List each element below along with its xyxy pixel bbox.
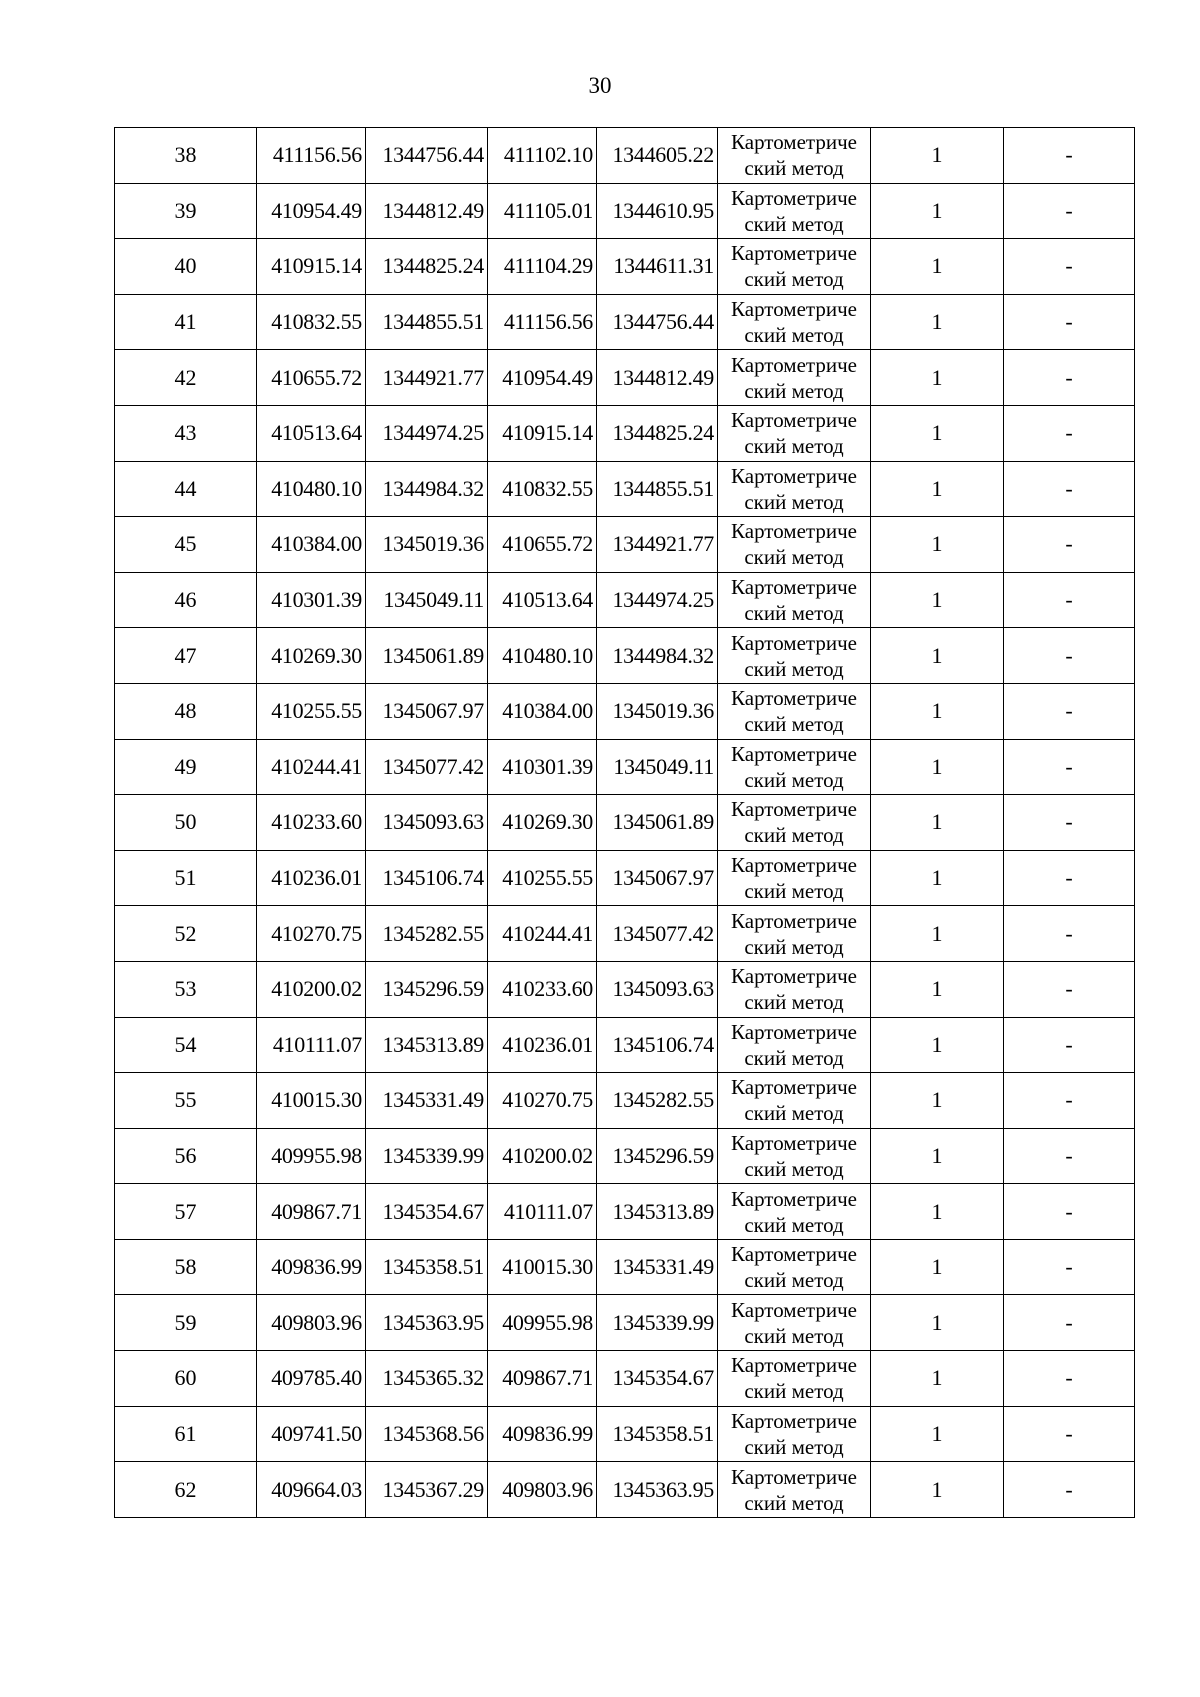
note-cell: - xyxy=(1004,1073,1135,1129)
y1-cell: 1344974.25 xyxy=(366,405,488,461)
table-row xyxy=(115,350,1135,406)
x2-cell: 411156.56 xyxy=(488,294,597,350)
x1-cell: 409785.40 xyxy=(257,1351,366,1407)
x2-cell: 410832.55 xyxy=(488,461,597,517)
point-number-cell: 45 xyxy=(115,517,257,573)
method-cell xyxy=(718,1073,871,1129)
x1-cell: 410915.14 xyxy=(257,239,366,295)
method-cell xyxy=(718,739,871,795)
note-cell: - xyxy=(1004,1128,1135,1184)
x2-cell: 410255.55 xyxy=(488,850,597,906)
x2-cell: 410384.00 xyxy=(488,683,597,739)
x1-cell: 410655.72 xyxy=(257,350,366,406)
point-number-cell: 62 xyxy=(115,1462,257,1518)
y1-cell: 1345339.99 xyxy=(366,1128,488,1184)
x2-cell: 409955.98 xyxy=(488,1295,597,1351)
y1-cell: 1344984.32 xyxy=(366,461,488,517)
table-row xyxy=(115,405,1135,461)
y1-cell: 1345363.95 xyxy=(366,1295,488,1351)
table-body xyxy=(115,128,1135,1518)
table-row xyxy=(115,1184,1135,1240)
y1-cell: 1345077.42 xyxy=(366,739,488,795)
method-line-2: ский метод xyxy=(744,767,844,792)
y2-cell: 1345106.74 xyxy=(597,1017,718,1073)
y1-cell: 1345367.29 xyxy=(366,1462,488,1518)
method-line-1: Картометриче xyxy=(731,1186,857,1211)
y1-cell: 1345106.74 xyxy=(366,850,488,906)
accuracy-cell: 1 xyxy=(871,961,1004,1017)
x2-cell: 410233.60 xyxy=(488,961,597,1017)
method-cell xyxy=(718,906,871,962)
method-cell xyxy=(718,350,871,406)
method-line-1: Картометриче xyxy=(731,241,857,266)
point-number-cell: 56 xyxy=(115,1128,257,1184)
method-line-1: Картометриче xyxy=(731,1242,857,1267)
method-line-2: ский метод xyxy=(744,823,844,848)
y2-cell: 1345049.11 xyxy=(597,739,718,795)
table-row xyxy=(115,683,1135,739)
method-cell xyxy=(718,1295,871,1351)
method-line-2: ский метод xyxy=(744,1101,844,1126)
table-row xyxy=(115,795,1135,851)
method-line-2: ский метод xyxy=(744,1268,844,1293)
x2-cell: 410480.10 xyxy=(488,628,597,684)
y1-cell: 1344812.49 xyxy=(366,183,488,239)
x2-cell: 411105.01 xyxy=(488,183,597,239)
y2-cell: 1345061.89 xyxy=(597,795,718,851)
method-line-1: Картометриче xyxy=(731,1130,857,1155)
point-number-cell: 61 xyxy=(115,1406,257,1462)
point-number-cell: 58 xyxy=(115,1239,257,1295)
method-line-1: Картометриче xyxy=(731,352,857,377)
point-number-cell: 54 xyxy=(115,1017,257,1073)
point-number-cell: 47 xyxy=(115,628,257,684)
method-line-1: Картометриче xyxy=(731,1075,857,1100)
method-line-2: ский метод xyxy=(744,712,844,737)
x2-cell: 410915.14 xyxy=(488,405,597,461)
y2-cell: 1344611.31 xyxy=(597,239,718,295)
note-cell: - xyxy=(1004,350,1135,406)
note-cell: - xyxy=(1004,517,1135,573)
table-row xyxy=(115,628,1135,684)
accuracy-cell: 1 xyxy=(871,1128,1004,1184)
x1-cell: 411156.56 xyxy=(257,128,366,184)
accuracy-cell: 1 xyxy=(871,1462,1004,1518)
table-row xyxy=(115,1406,1135,1462)
x1-cell: 410301.39 xyxy=(257,572,366,628)
point-number-cell: 44 xyxy=(115,461,257,517)
table-row xyxy=(115,183,1135,239)
note-cell: - xyxy=(1004,683,1135,739)
table-row xyxy=(115,850,1135,906)
y2-cell: 1345331.49 xyxy=(597,1239,718,1295)
note-cell: - xyxy=(1004,961,1135,1017)
method-cell xyxy=(718,683,871,739)
y2-cell: 1344812.49 xyxy=(597,350,718,406)
x2-cell: 410015.30 xyxy=(488,1239,597,1295)
coordinates-table xyxy=(114,127,1135,1518)
method-line-1: Картометриче xyxy=(731,797,857,822)
method-cell xyxy=(718,1184,871,1240)
x1-cell: 409664.03 xyxy=(257,1462,366,1518)
x2-cell: 410513.64 xyxy=(488,572,597,628)
note-cell: - xyxy=(1004,795,1135,851)
method-line-1: Картометриче xyxy=(731,1408,857,1433)
table-row xyxy=(115,1295,1135,1351)
note-cell: - xyxy=(1004,183,1135,239)
table-row xyxy=(115,1462,1135,1518)
page-number: 30 xyxy=(588,73,612,98)
point-number-cell: 51 xyxy=(115,850,257,906)
x1-cell: 409803.96 xyxy=(257,1295,366,1351)
method-line-2: ский метод xyxy=(744,990,844,1015)
method-cell xyxy=(718,850,871,906)
method-line-1: Картометриче xyxy=(731,297,857,322)
y2-cell: 1344974.25 xyxy=(597,572,718,628)
x1-cell: 410270.75 xyxy=(257,906,366,962)
method-line-1: Картометриче xyxy=(731,686,857,711)
method-line-2: ский метод xyxy=(744,879,844,904)
x1-cell: 409867.71 xyxy=(257,1184,366,1240)
x1-cell: 410111.07 xyxy=(257,1017,366,1073)
method-cell xyxy=(718,1462,871,1518)
y2-cell: 1345067.97 xyxy=(597,850,718,906)
method-line-2: ский метод xyxy=(744,545,844,570)
method-line-2: ский метод xyxy=(744,934,844,959)
y2-cell: 1345282.55 xyxy=(597,1073,718,1129)
method-line-2: ский метод xyxy=(744,378,844,403)
table-row xyxy=(115,572,1135,628)
method-cell xyxy=(718,183,871,239)
point-number-cell: 59 xyxy=(115,1295,257,1351)
note-cell: - xyxy=(1004,1239,1135,1295)
y2-cell: 1345358.51 xyxy=(597,1406,718,1462)
y1-cell: 1345313.89 xyxy=(366,1017,488,1073)
y1-cell: 1345019.36 xyxy=(366,517,488,573)
note-cell: - xyxy=(1004,405,1135,461)
table-row xyxy=(115,961,1135,1017)
note-cell: - xyxy=(1004,1184,1135,1240)
y1-cell: 1345061.89 xyxy=(366,628,488,684)
y2-cell: 1345077.42 xyxy=(597,906,718,962)
method-cell xyxy=(718,461,871,517)
table-row xyxy=(115,1128,1135,1184)
y2-cell: 1345296.59 xyxy=(597,1128,718,1184)
y1-cell: 1345368.56 xyxy=(366,1406,488,1462)
method-line-1: Картометриче xyxy=(731,853,857,878)
x2-cell: 409803.96 xyxy=(488,1462,597,1518)
method-cell xyxy=(718,961,871,1017)
method-line-2: ский метод xyxy=(744,323,844,348)
table-row xyxy=(115,906,1135,962)
point-number-cell: 40 xyxy=(115,239,257,295)
note-cell: - xyxy=(1004,128,1135,184)
accuracy-cell: 1 xyxy=(871,795,1004,851)
y2-cell: 1345313.89 xyxy=(597,1184,718,1240)
table-row xyxy=(115,239,1135,295)
accuracy-cell: 1 xyxy=(871,850,1004,906)
accuracy-cell: 1 xyxy=(871,1184,1004,1240)
accuracy-cell: 1 xyxy=(871,239,1004,295)
x2-cell: 410270.75 xyxy=(488,1073,597,1129)
note-cell: - xyxy=(1004,1462,1135,1518)
x2-cell: 409867.71 xyxy=(488,1351,597,1407)
table-row xyxy=(115,461,1135,517)
table-row xyxy=(115,1351,1135,1407)
method-cell xyxy=(718,128,871,184)
y1-cell: 1345331.49 xyxy=(366,1073,488,1129)
note-cell: - xyxy=(1004,1406,1135,1462)
y1-cell: 1345354.67 xyxy=(366,1184,488,1240)
y2-cell: 1344921.77 xyxy=(597,517,718,573)
method-line-1: Картометриче xyxy=(731,1464,857,1489)
method-line-1: Картометриче xyxy=(731,185,857,210)
y2-cell: 1344610.95 xyxy=(597,183,718,239)
x1-cell: 410236.01 xyxy=(257,850,366,906)
point-number-cell: 38 xyxy=(115,128,257,184)
x2-cell: 409836.99 xyxy=(488,1406,597,1462)
note-cell: - xyxy=(1004,461,1135,517)
x2-cell: 410244.41 xyxy=(488,906,597,962)
x2-cell: 410954.49 xyxy=(488,350,597,406)
x1-cell: 410513.64 xyxy=(257,405,366,461)
method-cell xyxy=(718,795,871,851)
y1-cell: 1344921.77 xyxy=(366,350,488,406)
accuracy-cell: 1 xyxy=(871,1073,1004,1129)
x2-cell: 410269.30 xyxy=(488,795,597,851)
table-row xyxy=(115,1073,1135,1129)
method-line-2: ский метод xyxy=(744,1490,844,1515)
accuracy-cell: 1 xyxy=(871,1295,1004,1351)
note-cell: - xyxy=(1004,239,1135,295)
point-number-cell: 50 xyxy=(115,795,257,851)
method-line-1: Картометриче xyxy=(731,741,857,766)
x1-cell: 410384.00 xyxy=(257,517,366,573)
point-number-cell: 39 xyxy=(115,183,257,239)
accuracy-cell: 1 xyxy=(871,461,1004,517)
method-line-1: Картометриче xyxy=(731,1019,857,1044)
method-line-1: Картометриче xyxy=(731,130,857,155)
method-cell xyxy=(718,1017,871,1073)
y1-cell: 1344756.44 xyxy=(366,128,488,184)
method-line-2: ский метод xyxy=(744,1434,844,1459)
method-line-1: Картометриче xyxy=(731,1353,857,1378)
table-row xyxy=(115,294,1135,350)
x1-cell: 410015.30 xyxy=(257,1073,366,1129)
method-line-2: ский метод xyxy=(744,211,844,236)
method-cell xyxy=(718,239,871,295)
accuracy-cell: 1 xyxy=(871,517,1004,573)
accuracy-cell: 1 xyxy=(871,350,1004,406)
x1-cell: 410200.02 xyxy=(257,961,366,1017)
x2-cell: 411104.29 xyxy=(488,239,597,295)
y2-cell: 1345363.95 xyxy=(597,1462,718,1518)
method-cell xyxy=(718,1239,871,1295)
note-cell: - xyxy=(1004,628,1135,684)
x2-cell: 410301.39 xyxy=(488,739,597,795)
method-cell xyxy=(718,1406,871,1462)
method-line-2: ский метод xyxy=(744,489,844,514)
method-line-2: ский метод xyxy=(744,267,844,292)
x2-cell: 410236.01 xyxy=(488,1017,597,1073)
y1-cell: 1344825.24 xyxy=(366,239,488,295)
y2-cell: 1345093.63 xyxy=(597,961,718,1017)
x1-cell: 410244.41 xyxy=(257,739,366,795)
x1-cell: 410832.55 xyxy=(257,294,366,350)
method-line-2: ский метод xyxy=(744,1212,844,1237)
y2-cell: 1344756.44 xyxy=(597,294,718,350)
y2-cell: 1345354.67 xyxy=(597,1351,718,1407)
table-row xyxy=(115,739,1135,795)
y2-cell: 1344605.22 xyxy=(597,128,718,184)
accuracy-cell: 1 xyxy=(871,906,1004,962)
y1-cell: 1345093.63 xyxy=(366,795,488,851)
method-line-2: ский метод xyxy=(744,156,844,181)
y2-cell: 1345019.36 xyxy=(597,683,718,739)
accuracy-cell: 1 xyxy=(871,1351,1004,1407)
accuracy-cell: 1 xyxy=(871,183,1004,239)
method-line-2: ский метод xyxy=(744,1323,844,1348)
accuracy-cell: 1 xyxy=(871,572,1004,628)
note-cell: - xyxy=(1004,294,1135,350)
table-row xyxy=(115,128,1135,184)
y1-cell: 1344855.51 xyxy=(366,294,488,350)
x1-cell: 410255.55 xyxy=(257,683,366,739)
accuracy-cell: 1 xyxy=(871,128,1004,184)
x2-cell: 411102.10 xyxy=(488,128,597,184)
method-cell xyxy=(718,572,871,628)
method-line-1: Картометриче xyxy=(731,463,857,488)
method-line-1: Картометриче xyxy=(731,519,857,544)
y2-cell: 1345339.99 xyxy=(597,1295,718,1351)
method-line-2: ский метод xyxy=(744,434,844,459)
accuracy-cell: 1 xyxy=(871,1406,1004,1462)
note-cell: - xyxy=(1004,1351,1135,1407)
x2-cell: 410655.72 xyxy=(488,517,597,573)
point-number-cell: 55 xyxy=(115,1073,257,1129)
method-line-1: Картометриче xyxy=(731,1297,857,1322)
method-cell xyxy=(718,1128,871,1184)
note-cell: - xyxy=(1004,572,1135,628)
accuracy-cell: 1 xyxy=(871,1017,1004,1073)
method-line-2: ский метод xyxy=(744,601,844,626)
point-number-cell: 53 xyxy=(115,961,257,1017)
y1-cell: 1345282.55 xyxy=(366,906,488,962)
point-number-cell: 57 xyxy=(115,1184,257,1240)
accuracy-cell: 1 xyxy=(871,739,1004,795)
y1-cell: 1345049.11 xyxy=(366,572,488,628)
method-line-1: Картометриче xyxy=(731,575,857,600)
y2-cell: 1344855.51 xyxy=(597,461,718,517)
point-number-cell: 60 xyxy=(115,1351,257,1407)
x1-cell: 409741.50 xyxy=(257,1406,366,1462)
x1-cell: 410233.60 xyxy=(257,795,366,851)
y1-cell: 1345365.32 xyxy=(366,1351,488,1407)
y1-cell: 1345358.51 xyxy=(366,1239,488,1295)
point-number-cell: 46 xyxy=(115,572,257,628)
table-row xyxy=(115,517,1135,573)
x1-cell: 409836.99 xyxy=(257,1239,366,1295)
table-row xyxy=(115,1017,1135,1073)
method-line-1: Картометриче xyxy=(731,908,857,933)
method-cell xyxy=(718,1351,871,1407)
accuracy-cell: 1 xyxy=(871,1239,1004,1295)
y2-cell: 1344825.24 xyxy=(597,405,718,461)
x2-cell: 410111.07 xyxy=(488,1184,597,1240)
x1-cell: 409955.98 xyxy=(257,1128,366,1184)
method-cell xyxy=(718,294,871,350)
method-cell xyxy=(718,628,871,684)
note-cell: - xyxy=(1004,850,1135,906)
method-line-1: Картометриче xyxy=(731,408,857,433)
point-number-cell: 43 xyxy=(115,405,257,461)
note-cell: - xyxy=(1004,906,1135,962)
x1-cell: 410480.10 xyxy=(257,461,366,517)
method-line-2: ский метод xyxy=(744,1379,844,1404)
table-row xyxy=(115,1239,1135,1295)
accuracy-cell: 1 xyxy=(871,405,1004,461)
point-number-cell: 42 xyxy=(115,350,257,406)
method-line-1: Картометриче xyxy=(731,630,857,655)
y1-cell: 1345296.59 xyxy=(366,961,488,1017)
x1-cell: 410954.49 xyxy=(257,183,366,239)
accuracy-cell: 1 xyxy=(871,294,1004,350)
method-line-2: ский метод xyxy=(744,1156,844,1181)
x1-cell: 410269.30 xyxy=(257,628,366,684)
y1-cell: 1345067.97 xyxy=(366,683,488,739)
x2-cell: 410200.02 xyxy=(488,1128,597,1184)
method-cell xyxy=(718,517,871,573)
method-line-1: Картометриче xyxy=(731,964,857,989)
point-number-cell: 41 xyxy=(115,294,257,350)
note-cell: - xyxy=(1004,1295,1135,1351)
method-line-2: ский метод xyxy=(744,1045,844,1070)
method-line-2: ский метод xyxy=(744,656,844,681)
point-number-cell: 49 xyxy=(115,739,257,795)
y2-cell: 1344984.32 xyxy=(597,628,718,684)
note-cell: - xyxy=(1004,1017,1135,1073)
method-cell xyxy=(718,405,871,461)
point-number-cell: 48 xyxy=(115,683,257,739)
accuracy-cell: 1 xyxy=(871,683,1004,739)
point-number-cell: 52 xyxy=(115,906,257,962)
accuracy-cell: 1 xyxy=(871,628,1004,684)
note-cell: - xyxy=(1004,739,1135,795)
